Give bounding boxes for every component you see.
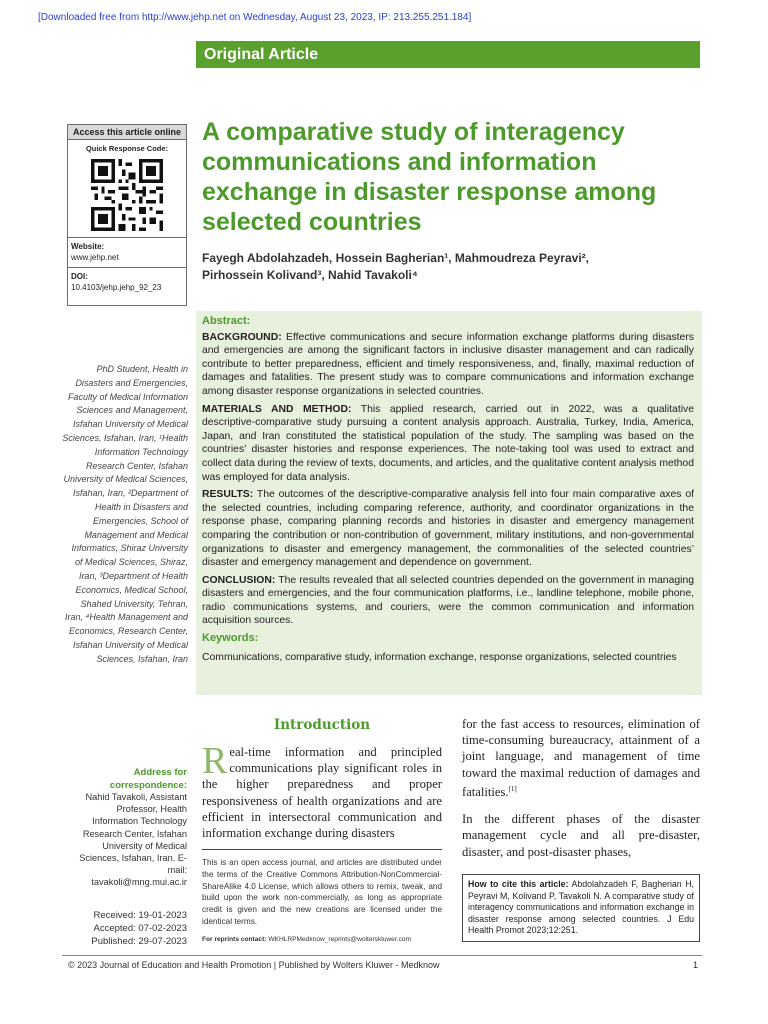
website-field [68,238,186,263]
cite-text: Abdolahzadeh F, Bagherian H, Peyravi M, Kolivand P, Tavakoli N. A comparative study of interagency communications and information exchange in disaster response among selected countries. J Edu Health Promot 2023;12:251. [468,879,694,936]
abstract-background: BACKGROUND: Effective communications and secure information exchange platforms during disasters and emergencies are among the significant factors in inclusive disaster management and can radically contribute to better preparedness, efficient and timely responsiveness, and, finally, maximal reduction of damages and fatalities. The present study was to compare communications and information exchange among disaster response organizations in selected countries. [202,331,694,397]
introduction-column-2 [462,716,700,871]
author-affiliations: PhD Student, Health in Disasters and Emergencies, Faculty of Medical Information Sciences and Management, Isfahan University of Medical Sciences, Isfahan, Iran, ¹Health Information Technology Research Center, Isfahan University of Medical Sciences, Isfahan, Iran, ²Department of Health in Disasters and Emergencies, School of Management and Medical Informatics, Shiraz University of Medical Sciences, Shiraz, Iran, ³Department of Health Economics, Medical School, Shahed University, Tehran, Iran, ⁴Health Management and Economics, Research Center, Isfahan University of Medical Sciences, Isfahan, Iran [62,364,188,664]
author-list [202,250,702,284]
doi-link[interactable]: 10.4103/jehp.jehp_92_23 [71,283,162,292]
access-box-heading: Access this article online [68,125,186,140]
website-label: Website: [71,242,105,251]
doi-field [68,268,186,293]
authors-line-1: Fayegh Abdolahzadeh, Hossein Bagherian¹, Mahmoudreza Peyravi², [202,251,589,265]
qr-label: Quick Response Code: [85,144,169,153]
keywords-text: Communications, comparative study, information exchange, response organizations, selected countries [202,651,677,663]
accepted-date: Accepted: 07-02-2023 [93,922,187,934]
intro-paragraph-3: In the different phases of the disaster management cycle and all pre-disaster, disaster, and post-disaster phases, [462,812,700,859]
published-date: Published: 29-07-2023 [91,935,187,947]
article-type-banner: Original Article [196,41,700,68]
intro-paragraph-2: for the fast access to resources, elimination of time-consuming bureaucracy, attainment of a joint language, and management of time toward the maximal reduction of damages and fatalities.[1] [462,717,700,799]
abstract-methods: MATERIALS AND METHOD: This applied research, carried out in 2022, was a qualitative descriptive‑comparative study pursuing a content analysis approach. Australia, Turkey, India, America, Japan, and Iran constituted the statistical population of the study. The sampling was based on the countries’ disaster histories and response experiences. The note‑taking tool was used to extract and collect data during the review of texts, documents, and articles, and the qualitative content analysis method was employed for data analysis. [202,403,694,483]
footer-copyright: © 2023 Journal of Education and Health Promotion | Published by Wolters Kluwer - Medknow [68,960,440,970]
cite-label: How to cite this article: [468,879,569,889]
doi-label: DOI: [71,272,88,281]
abstract-results: RESULTS: The outcomes of the descriptive‑comparative analysis fell into four main comparative axes of the selected countries, including comparing reference, authority, and coordinator organizations in the response phase, comparing planning records and histories in disaster and emergency management comparing the contribution or non‑contribution of government, military institutions, and non‑governmental organizations to disaster and emergency management, the commonalities of the selected countries’ disaster and emergency management and dependence on government. [202,489,694,569]
publication-dates [70,910,187,948]
reprints-email[interactable]: WKHLRPMedknow_reprints@wolterskluwer.com [266,936,411,943]
authors-line-2: Pirhossein Kolivand³, Nahid Tavakoli⁴ [202,268,418,282]
introduction-column-1 [202,740,442,841]
website-link[interactable]: www.jehp.net [71,253,119,262]
article-title: A comparative study of interagency communications and information exchange in disaster response among selected countries [202,118,657,236]
abstract-panel [196,311,702,695]
license-divider [202,849,442,850]
keywords-heading: Keywords: [202,632,259,645]
download-note: [Downloaded free from http://www.jehp.net on Wednesday, August 23, 2023, IP: 213.255.251.184] [38,12,472,23]
drop-cap: R [202,740,228,782]
received-date: Received: 19-01-2023 [93,910,187,921]
footer-divider [62,955,702,956]
page-footer [68,960,698,970]
license-text: This is an open access journal, and articles are distributed under the terms of the Creative Commons Attribution-NonCommercial-ShareAlike 4.0 License, which allows others to remix, tweak, and build upon the work non-commercially, as long as appropriate credit is given and the new creations are licensed under the identical terms. [202,858,442,926]
abstract-conclusion: CONCLUSION: The results revealed that all selected countries depended on the government in managing disasters and emergencies, and the four communication platforms, i.e., landline telephone, mobile phone, radio communications systems, and couriers, were the common communication and information acquisition sources. [202,574,694,627]
qr-code-icon[interactable] [91,159,163,231]
intro-paragraph-1: eal-time information and principled communications play significant roles in the higher preparedness and proper responsiveness of health organizations and are efficient in intersectoral communication and information exchange during disasters [202,745,442,841]
access-article-box [67,124,187,306]
citation-ref[interactable]: [1] [508,784,517,793]
abstract-heading: Abstract: [202,315,251,327]
correspondence-heading: Address for correspondence: [109,767,187,791]
reprints-contact: For reprints contact: WKHLRPMedknow_reprints@wolterskluwer.com [202,936,411,943]
how-to-cite-box [462,874,700,942]
page-number: 1 [692,960,698,970]
introduction-heading: Introduction [273,717,371,733]
correspondence-details: Nahid Tavakoli, Assistant Professor, Health Information Technology Research Center, Isfahan University of Medical Sciences, Isfahan, Iran. E-mail: tavakoli@mng.mui.ac.ir [79,792,187,888]
